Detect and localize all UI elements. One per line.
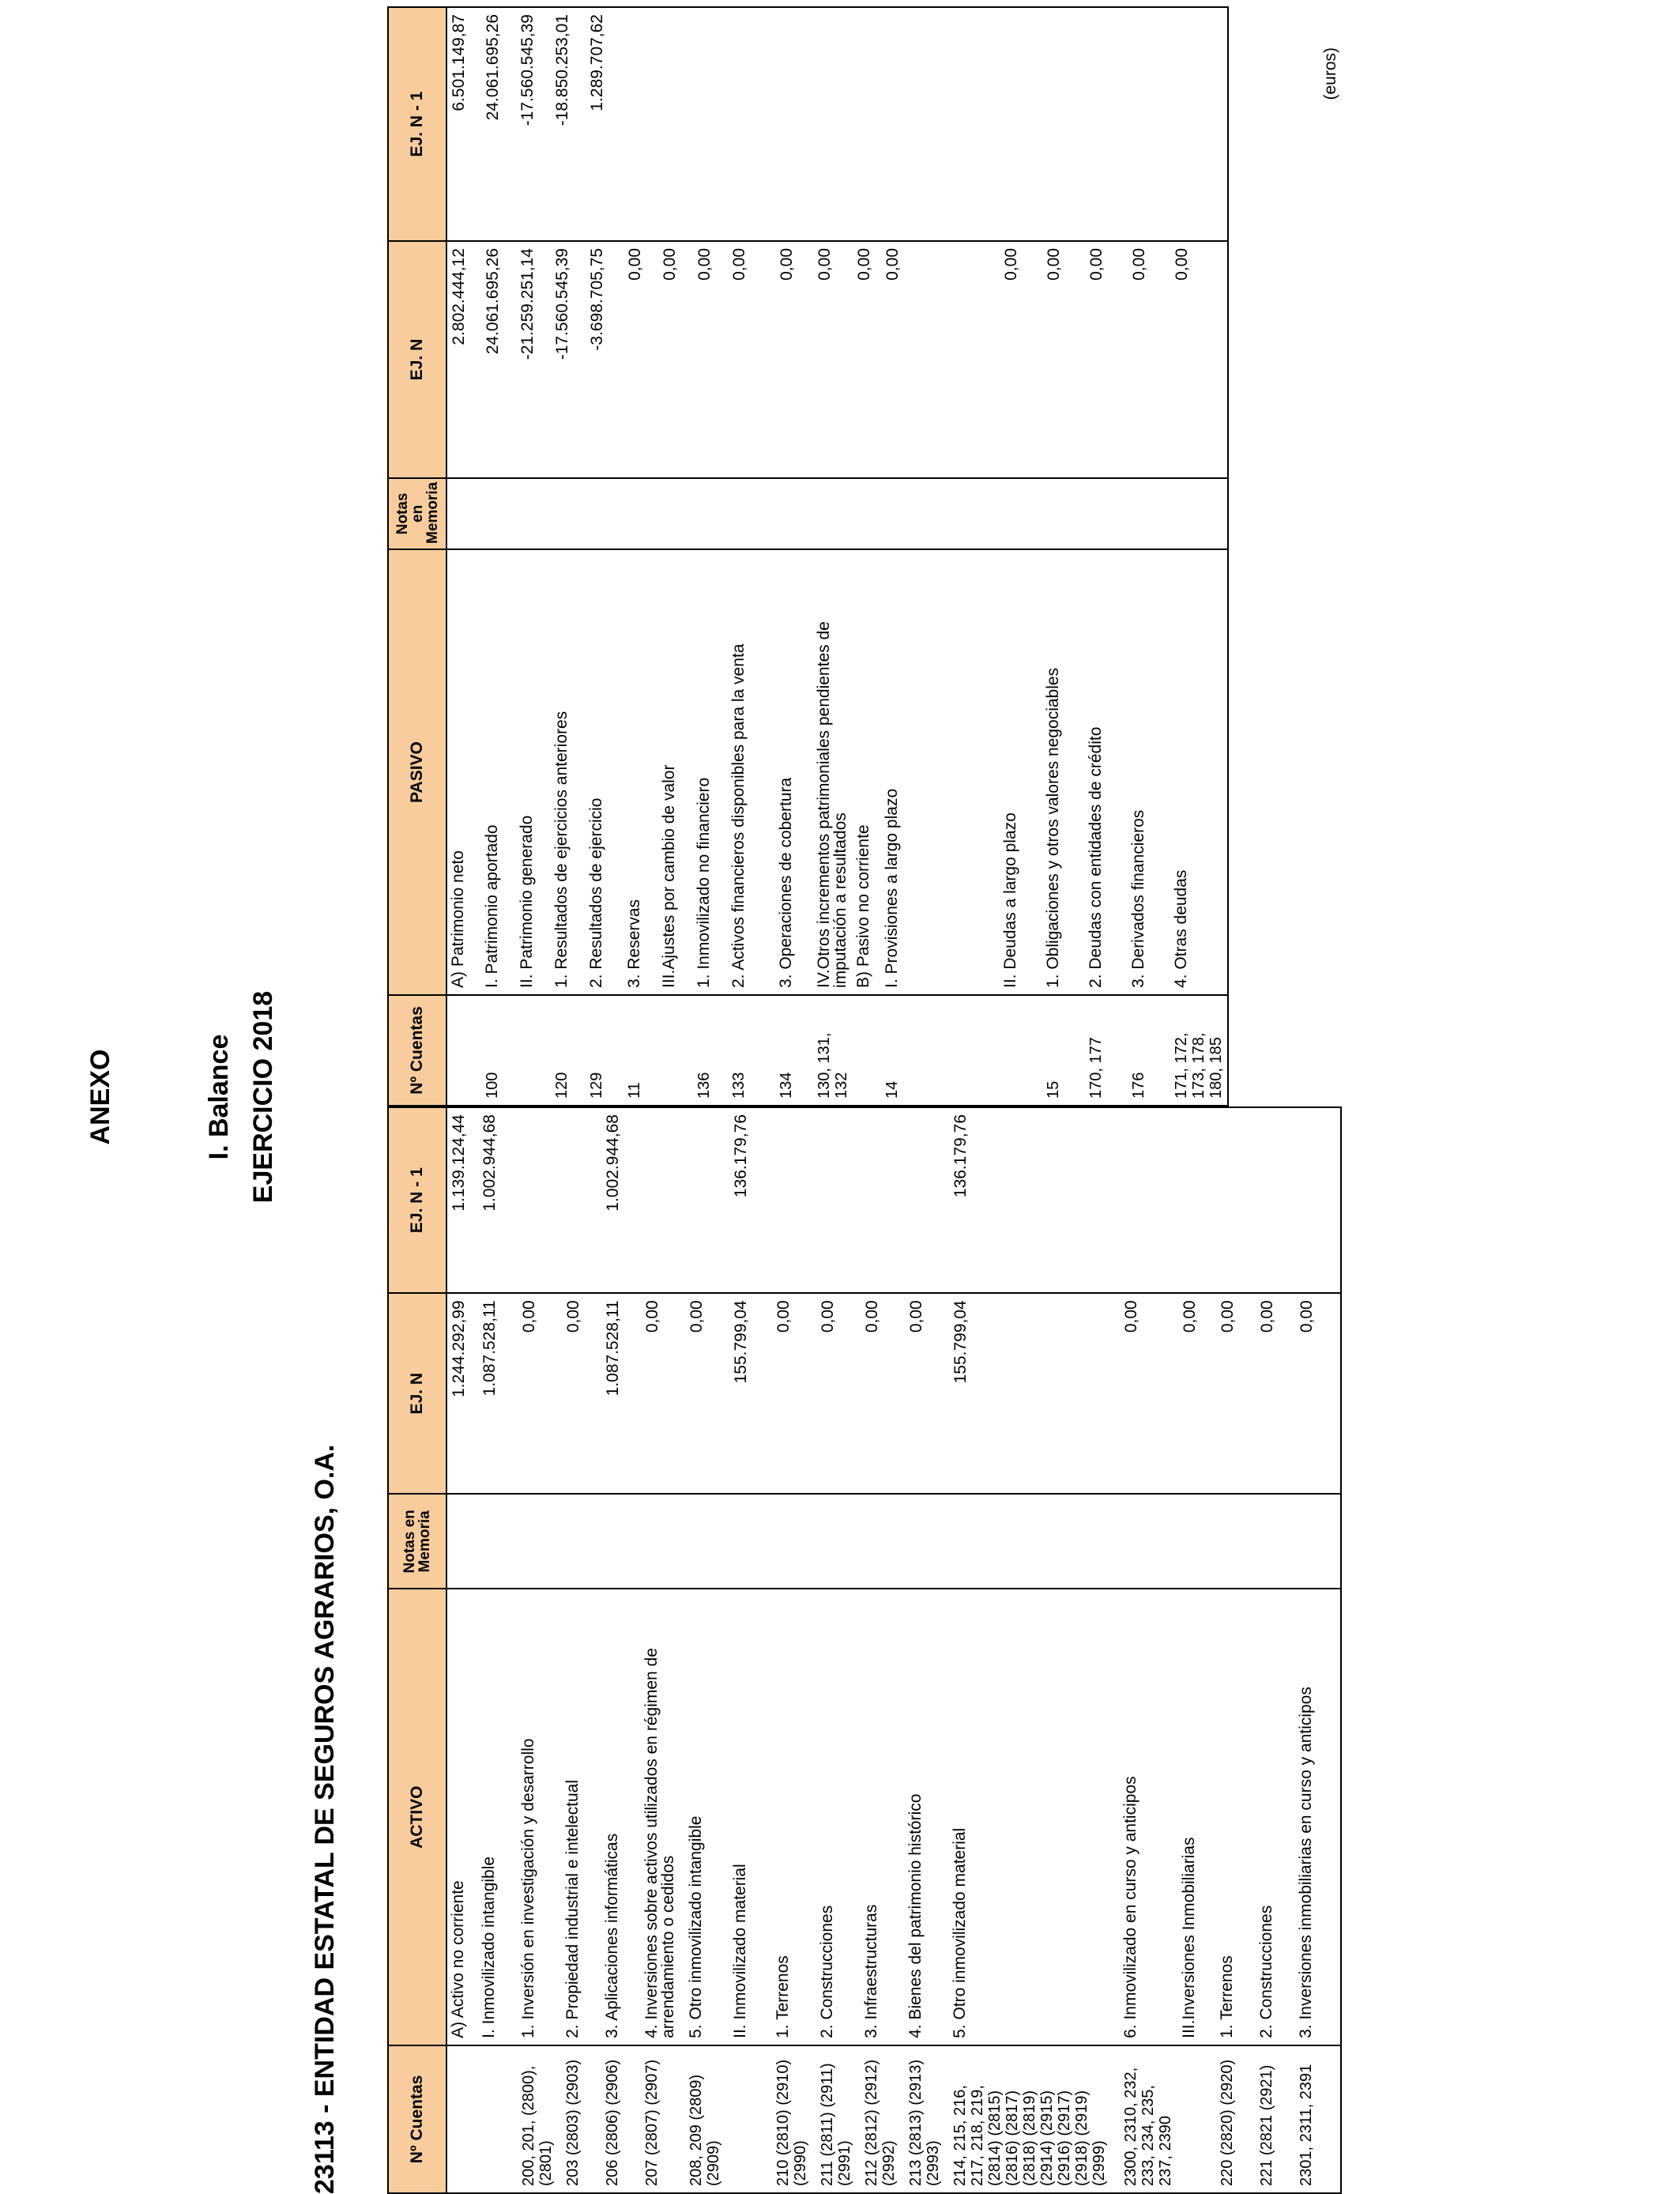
notes-cell (1000, 478, 1042, 549)
notes-cell (658, 478, 693, 549)
line-item-label: III.Ajustes por cambio de valor (658, 549, 693, 995)
previous-year-value (861, 1107, 905, 1293)
notes-cell (813, 478, 853, 549)
line-item-label: 1. Resultados de ejercicios anteriores (551, 549, 586, 995)
current-year-value: 0,00 (905, 1293, 949, 1494)
notes-cell (905, 1494, 949, 1589)
notes-cell (623, 478, 658, 549)
line-item-label: 4. Inversiones sobre activos utilizados en régimen de arrendamiento o cedidos (641, 1589, 685, 2045)
account-numbers-cell: 120 (551, 995, 586, 1106)
header-previous: EJ. N - 1 (388, 7, 446, 241)
current-year-value: 0,00 (1000, 241, 1042, 478)
line-item-label: 1. Obligaciones y otros valores negociables (1042, 549, 1085, 995)
current-year-value: 0,00 (1178, 1293, 1216, 1494)
current-year-value: 0,00 (1120, 1293, 1178, 1494)
header-notes: Notas en Memoria (388, 478, 446, 549)
table-row (816, 1107, 861, 2193)
account-numbers-cell (729, 2045, 772, 2193)
account-numbers-cell: 176 (1128, 995, 1170, 1106)
previous-year-value (693, 7, 728, 241)
table-row (478, 1107, 518, 2193)
table-row (1120, 1107, 1178, 2193)
current-year-value: 0,00 (693, 241, 728, 478)
account-numbers-cell (446, 2045, 478, 2193)
table-row (446, 1107, 478, 2193)
header-accounts: Nº Cuentas (388, 2045, 446, 2193)
line-item-label: 6. Inmovilizado en curso y anticipos (1120, 1589, 1178, 2045)
notes-cell (601, 1494, 641, 1589)
account-numbers-cell: 136 (693, 995, 728, 1106)
current-year-value: 0,00 (1085, 241, 1128, 478)
current-year-value: 1.087.528,11 (601, 1293, 641, 1494)
table-row (693, 7, 728, 1106)
table-row (861, 1107, 905, 2193)
account-numbers-cell: 129 (586, 995, 623, 1106)
previous-year-value (1000, 7, 1042, 241)
line-item-label: I. Inmovilizado intangible (478, 1589, 518, 2045)
line-item-label: 2. Propiedad industrial e intelectual (562, 1589, 601, 2045)
current-year-value: 0,00 (641, 1293, 685, 1494)
previous-year-value (1085, 7, 1128, 241)
table-row (685, 1107, 729, 2193)
account-numbers-cell: 171, 172, 173, 178, 180, 185 (1170, 995, 1228, 1106)
account-numbers-cell: 170, 177 (1085, 995, 1128, 1106)
line-item-label: 3. Infraestructuras (861, 1589, 905, 2045)
current-year-value: 0,00 (728, 241, 775, 478)
table-row (881, 7, 1000, 1106)
current-year-value: 0,00 (813, 241, 853, 478)
notes-cell (1128, 478, 1170, 549)
current-year-value: 0,00 (772, 1293, 816, 1494)
notes-cell (729, 1494, 772, 1589)
previous-year-value: 1.289.707,62 (586, 7, 623, 241)
current-year-value: 0,00 (1216, 1293, 1256, 1494)
notes-cell (1170, 478, 1228, 549)
previous-year-value (775, 7, 813, 241)
account-numbers-cell: 11 (623, 995, 658, 1106)
entity-title: 23113 - ENTIDAD ESTATAL DE SEGUROS AGRARIOS, O.A. (310, 1444, 340, 2194)
previous-year-value (1120, 1107, 1178, 1293)
previous-year-value (1256, 1107, 1295, 1293)
line-item-label: 5. Otro inmovilizado intangible (685, 1589, 729, 2045)
line-item-label: B) Pasivo no corriente (853, 549, 881, 995)
activo-table (387, 1106, 1342, 2194)
notes-cell (1042, 478, 1085, 549)
notes-cell (816, 1494, 861, 1589)
current-year-value: -21.259.251,14 (516, 241, 551, 478)
table-row (516, 7, 551, 1106)
header-notes: Notas en Memoria (388, 1494, 446, 1589)
line-item-label: 2. Construcciones (1256, 1589, 1295, 2045)
current-year-value: 155.799,04 (949, 1293, 1120, 1494)
line-item-label: 2. Construcciones (816, 1589, 861, 2045)
line-item-label: I. Patrimonio aportado (481, 549, 516, 995)
current-year-value: 24.061.695,26 (481, 241, 516, 478)
current-year-value: -3.698.705,75 (586, 241, 623, 478)
table-row (905, 1107, 949, 2193)
current-year-value: 0,00 (1042, 241, 1085, 478)
notes-cell (478, 1494, 518, 1589)
previous-year-value: 136.179,76 (949, 1107, 1120, 1293)
table-row (772, 1107, 816, 2193)
notes-cell (949, 1494, 1120, 1589)
notes-cell (1256, 1494, 1295, 1589)
table-row (949, 1107, 1120, 2193)
current-year-value: 1.244.292,99 (446, 1293, 478, 1494)
account-numbers-cell: 100 (481, 995, 516, 1106)
line-item-label: 3. Inversiones inmobiliarias en curso y anticipos (1295, 1589, 1341, 2045)
pasivo-table (387, 6, 1229, 1106)
account-numbers-cell: 208, 209 (2809) (2909) (685, 2045, 729, 2193)
table-row (658, 7, 693, 1106)
line-item-label: 4. Otras deudas (1170, 549, 1228, 995)
line-item-label: 1. Terrenos (772, 1589, 816, 2045)
notes-cell (562, 1494, 601, 1589)
line-item-label: 1. Terrenos (1216, 1589, 1256, 2045)
account-numbers-cell: 210 (2810) (2910) (2990) (772, 2045, 816, 2193)
previous-year-value (816, 1107, 861, 1293)
account-numbers-cell: 207 (2807) (2907) (641, 2045, 685, 2193)
account-numbers-cell: 213 (2813) (2913) (2993) (905, 2045, 949, 2193)
table-row (551, 7, 586, 1106)
current-year-value: 0,00 (518, 1293, 562, 1494)
current-year-value: 0,00 (881, 241, 1000, 478)
header-activo: ACTIVO (388, 1589, 446, 2045)
notes-cell (1295, 1494, 1341, 1589)
table-row (1216, 1107, 1256, 2193)
notes-cell (1216, 1494, 1256, 1589)
table-row (623, 7, 658, 1106)
account-numbers-cell: 211 (2811) (2911) (2991) (816, 2045, 861, 2193)
line-item-label: 4. Bienes del patrimonio histórico (905, 1589, 949, 2045)
notes-cell (853, 478, 881, 549)
account-numbers-cell: 212 (2812) (2912) (2992) (861, 2045, 905, 2193)
table-row (481, 7, 516, 1106)
annex-title: ANEXO (85, 1049, 115, 1145)
current-year-value: 0,00 (816, 1293, 861, 1494)
notes-cell (518, 1494, 562, 1589)
line-item-label: 3. Operaciones de cobertura (775, 549, 813, 995)
exercise-title: EJERCICIO 2018 (248, 990, 278, 1204)
current-year-value: 0,00 (853, 241, 881, 478)
table-row (1085, 7, 1128, 1106)
notes-cell (728, 478, 775, 549)
table-row (601, 1107, 641, 2193)
current-year-value: 0,00 (861, 1293, 905, 1494)
section-title: I. Balance (204, 1034, 234, 1160)
table-row (1042, 7, 1085, 1106)
current-year-value: 0,00 (623, 241, 658, 478)
previous-year-value: 136.179,76 (729, 1107, 772, 1293)
line-item-label: 1. Inmovilizado no financiero (693, 549, 728, 995)
current-year-value: 0,00 (658, 241, 693, 478)
previous-year-value: -18.850.253,01 (551, 7, 586, 241)
notes-cell (641, 1494, 685, 1589)
header-previous: EJ. N - 1 (388, 1107, 446, 1293)
account-numbers-cell (853, 995, 881, 1106)
account-numbers-cell: 15 (1042, 995, 1085, 1106)
line-item-label: 2. Activos financieros disponibles para la venta (728, 549, 775, 995)
line-item-label: III.Inversiones Inmobiliarias (1178, 1589, 1216, 2045)
previous-year-value: 6.501.149,87 (446, 7, 481, 241)
previous-year-value: 24.061.695,26 (481, 7, 516, 241)
table-row (813, 7, 853, 1106)
previous-year-value (813, 7, 853, 241)
notes-cell (481, 478, 516, 549)
account-numbers-cell: 206 (2806) (2906) (601, 2045, 641, 2193)
account-numbers-cell (658, 995, 693, 1106)
current-year-value: 0,00 (775, 241, 813, 478)
line-item-label: 3. Aplicaciones informáticas (601, 1589, 641, 2045)
table-row (641, 1107, 685, 2193)
account-numbers-cell: 14 (881, 995, 1000, 1106)
previous-year-value (562, 1107, 601, 1293)
line-item-label: II. Patrimonio generado (516, 549, 551, 995)
previous-year-value (853, 7, 881, 241)
line-item-label: II. Inmovilizado material (729, 1589, 772, 2045)
notes-cell (1085, 478, 1128, 549)
header-pasivo: PASIVO (388, 549, 446, 995)
table-row (1170, 7, 1228, 1106)
account-numbers-cell: 2300, 2310, 232, 233, 234, 235, 237, 2390 (1120, 2045, 1178, 2193)
account-numbers-cell (478, 2045, 518, 2193)
previous-year-value (905, 1107, 949, 1293)
previous-year-value (1295, 1107, 1341, 1293)
table-row (1178, 1107, 1216, 2193)
previous-year-value (1178, 1107, 1216, 1293)
current-year-value: 0,00 (1170, 241, 1228, 478)
line-item-label: II. Deudas a largo plazo (1000, 549, 1042, 995)
previous-year-value (1042, 7, 1085, 241)
account-numbers-cell (1000, 995, 1042, 1106)
account-numbers-cell: 214, 215, 216, 217, 218, 219, (2814) (2815) (2816) (2817) (2818) (2819) (2914) (2915) (2916) (2917) (2918) (2919) (2999) (949, 2045, 1120, 2193)
current-year-value: 155.799,04 (729, 1293, 772, 1494)
current-year-value: 2.802.444,12 (446, 241, 481, 478)
previous-year-value (1216, 1107, 1256, 1293)
current-year-value: 0,00 (1256, 1293, 1295, 1494)
previous-year-value: 1.002.944,68 (601, 1107, 641, 1293)
line-item-label: A) Patrimonio neto (446, 549, 481, 995)
line-item-label: 1. Inversión en investigación y desarrollo (518, 1589, 562, 2045)
table-row (446, 7, 481, 1106)
previous-year-value: -17.560.545,39 (516, 7, 551, 241)
current-year-value: -17.560.545,39 (551, 241, 586, 478)
line-item-label: 3. Reservas (623, 549, 658, 995)
account-numbers-cell (516, 995, 551, 1106)
line-item-label: 2. Deudas con entidades de crédito (1085, 549, 1128, 995)
previous-year-value (1170, 7, 1228, 241)
notes-cell (685, 1494, 729, 1589)
account-numbers-cell: 220 (2820) (2920) (1216, 2045, 1256, 2193)
header-current: EJ. N (388, 241, 446, 478)
notes-cell (861, 1494, 905, 1589)
line-item-label: IV.Otros incrementos patrimoniales pendientes de imputación a resultados (813, 549, 853, 995)
notes-cell (446, 1494, 478, 1589)
table-row (518, 1107, 562, 2193)
previous-year-value (728, 7, 775, 241)
current-year-value: 1.087.528,11 (478, 1293, 518, 1494)
account-numbers-cell: 221 (2821 (2921) (1256, 2045, 1295, 2193)
notes-cell (1178, 1494, 1216, 1589)
line-item-label: 5. Otro inmovilizado material (949, 1589, 1120, 2045)
table-row (853, 7, 881, 1106)
previous-year-value (623, 7, 658, 241)
account-numbers-cell: 2301, 2311, 2391 (1295, 2045, 1341, 2193)
currency-unit: (euros) (1321, 47, 1339, 100)
notes-cell (516, 478, 551, 549)
previous-year-value (641, 1107, 685, 1293)
previous-year-value (772, 1107, 816, 1293)
table-row (586, 7, 623, 1106)
notes-cell (1120, 1494, 1178, 1589)
current-year-value: 0,00 (1128, 241, 1170, 478)
table-row (1128, 7, 1170, 1106)
notes-cell (772, 1494, 816, 1589)
notes-cell (881, 478, 1000, 549)
previous-year-value (685, 1107, 729, 1293)
notes-cell (775, 478, 813, 549)
current-year-value: 0,00 (1295, 1293, 1341, 1494)
current-year-value: 0,00 (562, 1293, 601, 1494)
notes-cell (551, 478, 586, 549)
table-row (729, 1107, 772, 2193)
account-numbers-cell: 130, 131, 132 (813, 995, 853, 1106)
notes-cell (693, 478, 728, 549)
previous-year-value: 1.002.944,68 (478, 1107, 518, 1293)
account-numbers-cell: 133 (728, 995, 775, 1106)
table-row (562, 1107, 601, 2193)
account-numbers-cell (1178, 2045, 1216, 2193)
account-numbers-cell: 203 (2803) (2903) (562, 2045, 601, 2193)
previous-year-value: 1.139.124,44 (446, 1107, 478, 1293)
account-numbers-cell: 134 (775, 995, 813, 1106)
line-item-label: 2. Resultados de ejercicio (586, 549, 623, 995)
notes-cell (586, 478, 623, 549)
previous-year-value (518, 1107, 562, 1293)
table-row (1295, 1107, 1341, 2193)
line-item-label: I. Provisiones a largo plazo (881, 549, 1000, 995)
line-item-label: A) Activo no corriente (446, 1589, 478, 2045)
previous-year-value (881, 7, 1000, 241)
account-numbers-cell: 200, 201, (2800), (2801) (518, 2045, 562, 2193)
notes-cell (446, 478, 481, 549)
table-row (775, 7, 813, 1106)
header-current: EJ. N (388, 1293, 446, 1494)
table-row (1256, 1107, 1295, 2193)
table-row (1000, 7, 1042, 1106)
previous-year-value (1128, 7, 1170, 241)
header-accounts: Nº Cuentas (388, 995, 446, 1106)
current-year-value: 0,00 (685, 1293, 729, 1494)
previous-year-value (658, 7, 693, 241)
line-item-label: 3. Derivados financieros (1128, 549, 1170, 995)
account-numbers-cell (446, 995, 481, 1106)
table-row (728, 7, 775, 1106)
